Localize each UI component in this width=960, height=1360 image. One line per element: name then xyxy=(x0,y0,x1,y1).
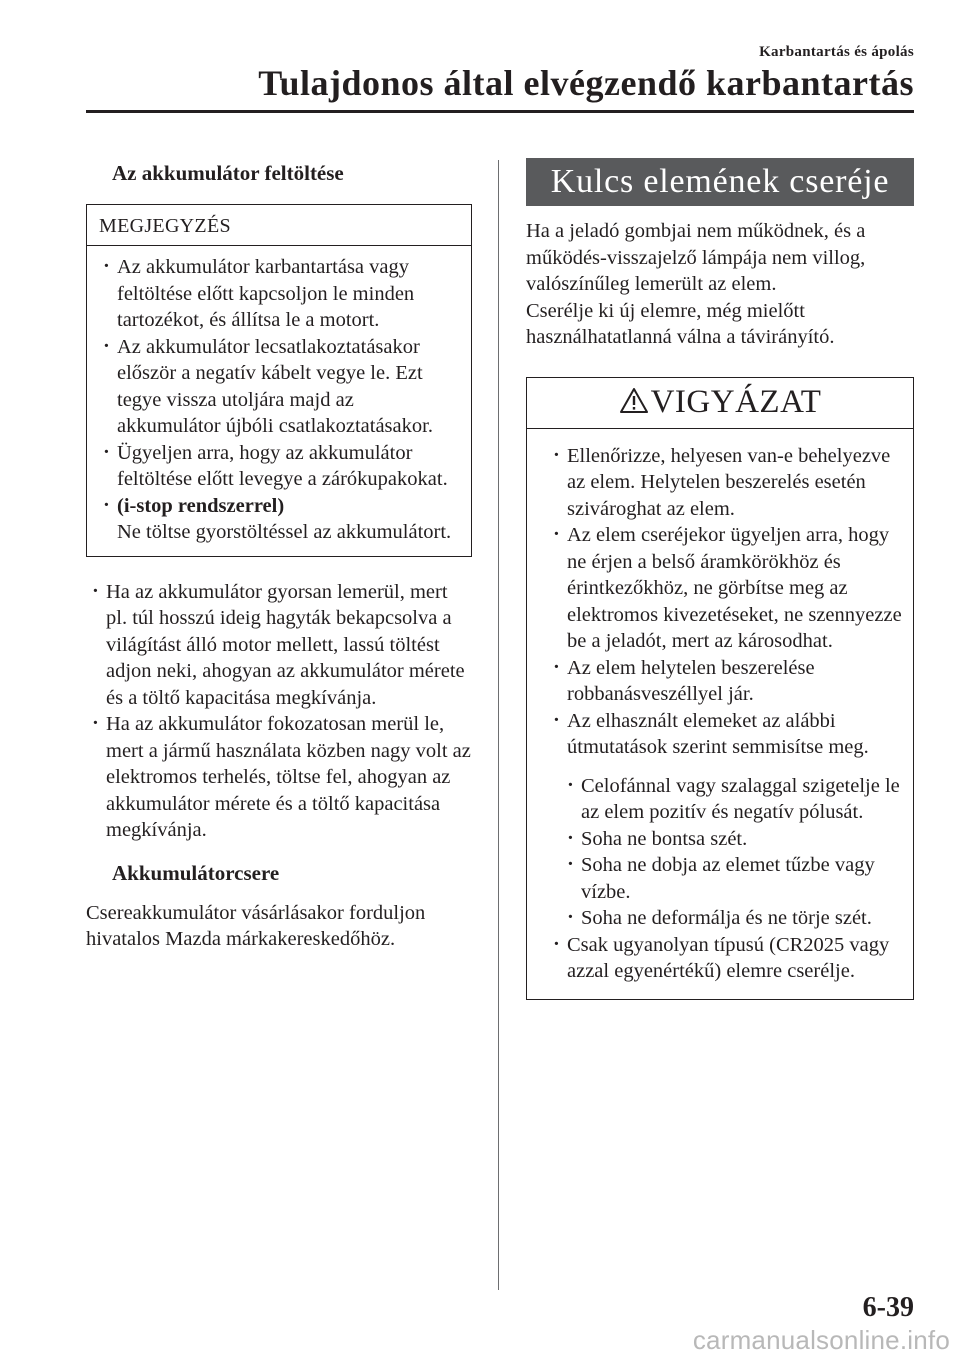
warning-box xyxy=(526,377,914,1000)
left-column xyxy=(86,158,472,953)
watermark: carmanualsonline.info xyxy=(692,1325,950,1355)
intro-paragraph-2: Cserélje ki új elemre, még mielőtt használhatatlanná válna a távirányító. xyxy=(526,299,835,348)
intro-paragraph: Ha a jeladó gombjai nem működnek, és a működés-visszajelző lámpája nem villog, valószínűleg lemerült az elem. xyxy=(526,220,866,295)
chapter-title: Karbantartás és ápolás xyxy=(759,44,914,60)
istop-text: Ne töltse gyorstöltéssel az akkumulátort. xyxy=(117,521,452,543)
warning-item: · Ellenőrizze, helyesen van-e behelyezve az elem. Helytelen beszerelés esetén szivároghat az elem. xyxy=(549,443,903,523)
warning-title: VIGYÁZAT xyxy=(650,384,822,421)
disposal-item: · Celofánnal vagy szalaggal szigetelje le az elem pozitív és negatív pólusát. xyxy=(563,773,903,826)
note-item-istop xyxy=(99,493,461,546)
note-title: MEGJEGYZÉS xyxy=(87,205,471,246)
replacement-text: Csereakkumulátor vásárlásakor forduljon hivatalos Mazda márkakereskedőhöz. xyxy=(86,901,426,950)
disposal-item: · Soha ne dobja az elemet tűzbe vagy vízbe. xyxy=(563,852,903,905)
disposal-item: · Soha ne bontsa szét. xyxy=(563,826,903,853)
note-item: · Az akkumulátor lecsatlakoztatásakor először a negatív kábelt vegye le. Ezt tegye vissza utoljára majd az akkumulátor újbóli csatlakoztatásakor. xyxy=(99,334,461,440)
warning-item: · Az elhasznált elemeket az alábbi útmutatások szerint semmisítse meg. xyxy=(549,708,903,761)
note-item: · Ügyeljen arra, hogy az akkumulátor feltöltése előtt levegye a zárókupakokat. xyxy=(99,440,461,493)
warning-triangle-icon xyxy=(619,387,651,418)
disposal-item: · Soha ne deformálja és ne törje szét. xyxy=(563,905,903,932)
warning-item: · Az elem helytelen beszerelése robbanásveszéllyel jár. xyxy=(549,655,903,708)
charging-bullet: · Ha az akkumulátor gyorsan lemerül, mert pl. túl hosszú ideig hagyták bekapcsolva a világítást álló motor mellett, lassú töltést adjon neki, ahogyan az akkumulátor mérete és a töltő kapacitása megkívánja. xyxy=(88,579,472,712)
warning-header xyxy=(527,378,913,429)
istop-label: (i-stop rendszerrel) xyxy=(117,494,285,517)
charging-heading: Az akkumulátor feltöltése xyxy=(112,161,344,185)
column-divider xyxy=(498,160,499,1290)
page-number: 6-39 xyxy=(862,1292,914,1323)
note-item: · Az akkumulátor karbantartása vagy feltöltése előtt kapcsoljon le minden tartozékot, és állítsa le a motort. xyxy=(99,254,461,334)
header-divider xyxy=(86,110,914,113)
section-title: Tulajdonos által elvégzendő karbantartás xyxy=(258,63,914,103)
charging-bullet: · Ha az akkumulátor fokozatosan merül le, mert a jármű használata közben nagy volt az elektromos terhelés, töltse fel, ahogyan az akkumulátor mérete és a töltő kapacitása megkívánja. xyxy=(88,711,472,844)
warning-item: · Csak ugyanolyan típusú (CR2025 vagy azzal egyenértékű) elemre cserélje. xyxy=(549,932,903,985)
note-box xyxy=(86,204,472,557)
key-battery-banner: Kulcs elemének cseréje xyxy=(526,158,914,206)
replacement-heading: Akkumulátorcsere xyxy=(112,860,280,885)
warning-item: · Az elem cseréjekor ügyeljen arra, hogy ne érjen a belső áramkörökhöz és érintkezőkhöz, ne görbítse meg az elektromos kivezetéseket, ne szennyezze be a jeladót, mert az károsodhat. xyxy=(549,522,903,655)
right-column xyxy=(526,158,914,1000)
